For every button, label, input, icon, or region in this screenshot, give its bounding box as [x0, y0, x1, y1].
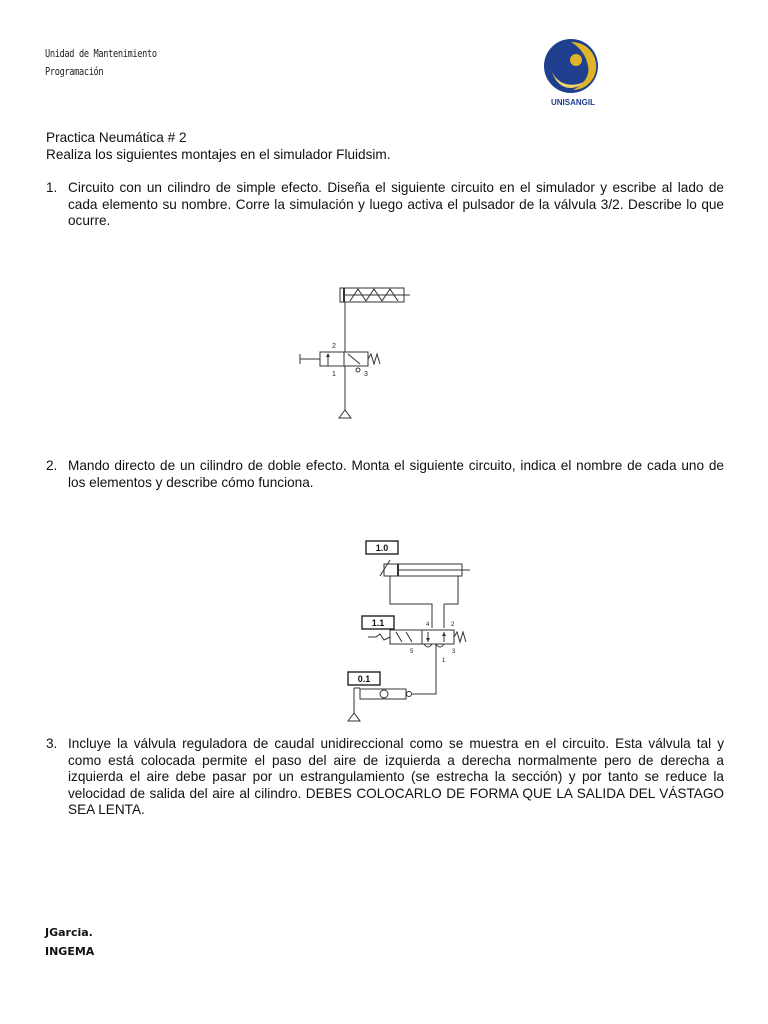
footer-org: INGEMA [45, 945, 95, 958]
item-number: 2. [46, 458, 58, 473]
header [45, 45, 157, 81]
header-unit: Unidad de Mantenimiento [45, 48, 157, 60]
component-label-source: 0.1 [357, 674, 371, 684]
item-text: Mando directo de un cilindro de doble efecto. Monta el siguiente circuito, indica el nombre de cada uno de los elementos y describe cómo funciona. [68, 458, 724, 490]
component-label-cylinder: 1.0 [375, 543, 389, 553]
item-number: 1. [46, 180, 58, 195]
item-text: Incluye la válvula reguladora de caudal unidireccional como se muestra en el circuito. Esta válvula tal y como está colocada permite el paso del aire de izquierda a derecha normalmente pero de derecha a izquierda el aire debe pasar por un estrangulamiento (se estrecha la sección) y por tanto se reduce la velocidad de salida del aire al cilindro. DEBES COLOCARLO DE FORMA QUE LA SALIDA DEL VÁSTAGO SEA LENTA. [68, 736, 724, 818]
port-label: 3 [452, 649, 456, 655]
port-label: 2 [451, 622, 455, 628]
header-program: Programación [45, 66, 104, 78]
port-label: 3 [364, 371, 368, 378]
item-number: 3. [46, 736, 58, 751]
list-item [46, 458, 724, 491]
component-label-valve: 1.1 [371, 618, 385, 628]
circuit-diagram-double-acting [340, 538, 480, 728]
port-label: 4 [426, 622, 430, 628]
list-item [46, 736, 724, 819]
practice-title: Practica Neumática # 2 [46, 130, 187, 145]
port-label: 5 [410, 649, 414, 655]
unisangil-logo [540, 36, 606, 108]
port-label: 2 [332, 343, 336, 350]
port-label: 1 [332, 371, 336, 378]
footer-author: JGarcia. [45, 926, 93, 939]
list-item [46, 180, 724, 230]
practice-instructions: Realiza los siguientes montajes en el simulador Fluidsim. [46, 147, 391, 162]
port-label: 1 [442, 658, 446, 664]
circuit-diagram-single-acting [290, 282, 420, 422]
logo-text: UNISANGIL [551, 98, 595, 107]
item-text: Circuito con un cilindro de simple efecto. Diseña el siguiente circuito en el simulador y escribe al lado de cada elemento su nombre. Corre la simulación y luego activa el pulsador de la válvula 3/2. Describe lo que ocurre. [68, 180, 724, 229]
